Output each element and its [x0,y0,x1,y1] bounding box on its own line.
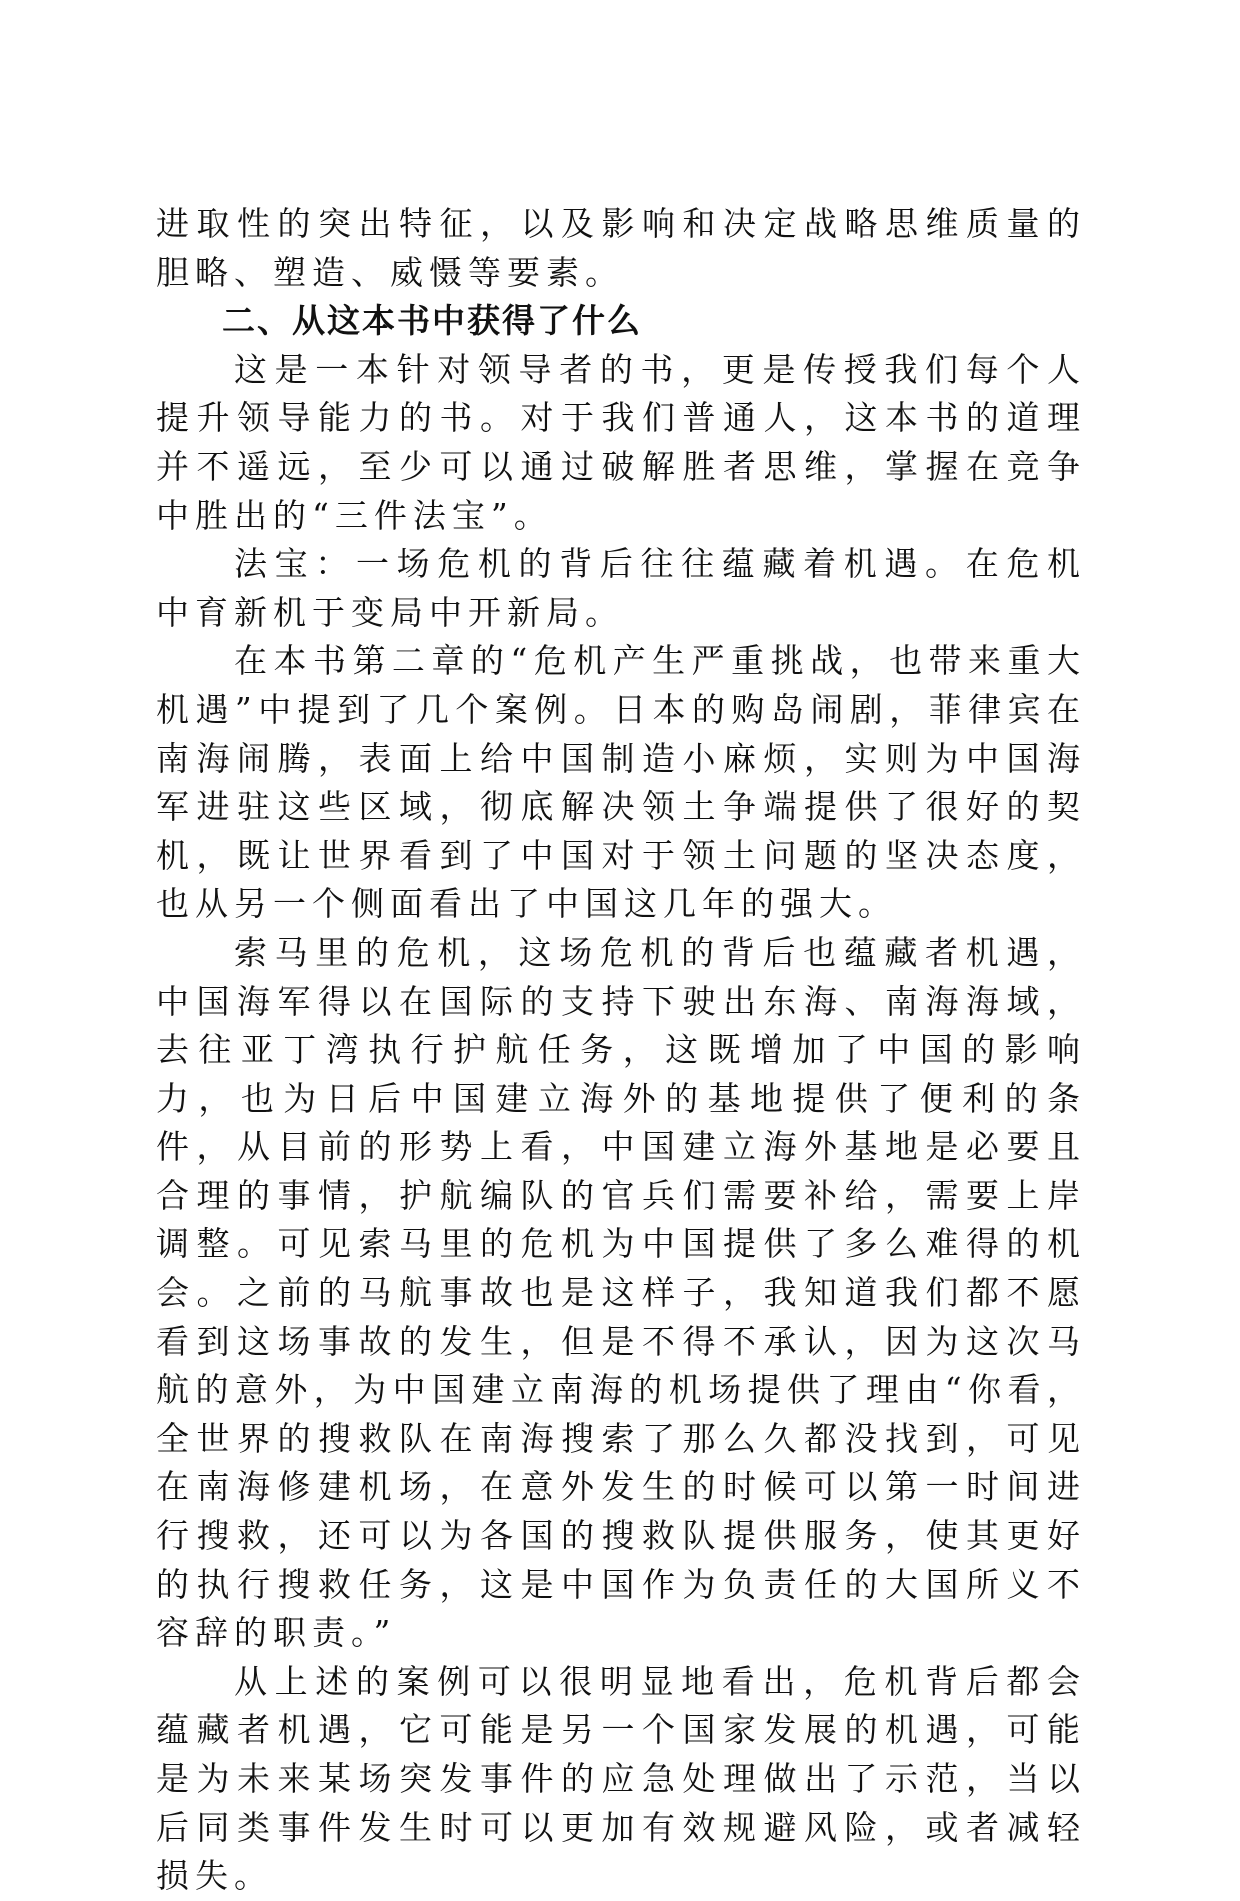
paragraph-somalia-crisis: 索马里的危机，这场危机的背后也蕴藏者机遇，中国海军得以在国际的支持下驶出东海、南海海域，去往亚丁湾执行护航任务，这既增加了中国的影响力，也为日后中国建立海外的基地提供了便利的条件，从目前的形势上看，中国建立海外基地是必要且合理的事情，护航编队的官兵们需要补给，需要上岸调整。可见索马里的危机为中国提供了多么难得的机会。之前的马航事故也是这样子，我知道我们都不愿看到这场事故的发生，但是不得不承认，因为这次马航的意外，为中国建立南海的机场提供了理由“你看，全世界的搜救队在南海搜索了那么久都没找到，可见在南海修建机场，在意外发生的时候可以第一时间进行搜救，还可以为各国的搜救队提供服务，使其更好的执行搜救任务，这是中国作为负责任的大国所义不容辞的职责。” [156,932,1086,1653]
paragraph-conclusion: 从上述的案例可以很明显地看出，危机背后都会蕴藏者机遇，它可能是另一个国家发展的机遇，可能是为未来某场突发事件的应急处理做出了示范，当以后同类事件发生时可以更加有效规避风险，或者减轻损失。 [156,1661,1086,1896]
section-heading: 二、从这本书中获得了什么 [222,301,642,341]
paragraph-intro: 这是一本针对领导者的书，更是传授我们每个人提升领导能力的书。对于我们普通人，这本书的道理并不遥远，至少可以通过破解胜者思维，掌握在竞争中胜出的“三件法宝”。 [156,349,1086,535]
paragraph-chapter-two-cases: 在本书第二章的“危机产生严重挑战，也带来重大机遇”中提到了几个案例。日本的购岛闹剧，菲律宾在南海闹腾，表面上给中国制造小麻烦，实则为中国海军进驻这些区域，彻底解决领土争端提供了很好的契机，既让世界看到了中国对于领土问题的坚决态度，也从另一个侧面看出了中国这几年的强大。 [156,641,1086,924]
paragraph-magic-weapon: 法宝：一场危机的背后往往蕴藏着机遇。在危机中育新机于变局中开新局。 [156,544,1086,632]
document-page [156,200,1086,1901]
paragraph-continuation: 进取性的突出特征，以及影响和决定战略思维质量的胆略、塑造、威慑等要素。 [156,204,1086,292]
